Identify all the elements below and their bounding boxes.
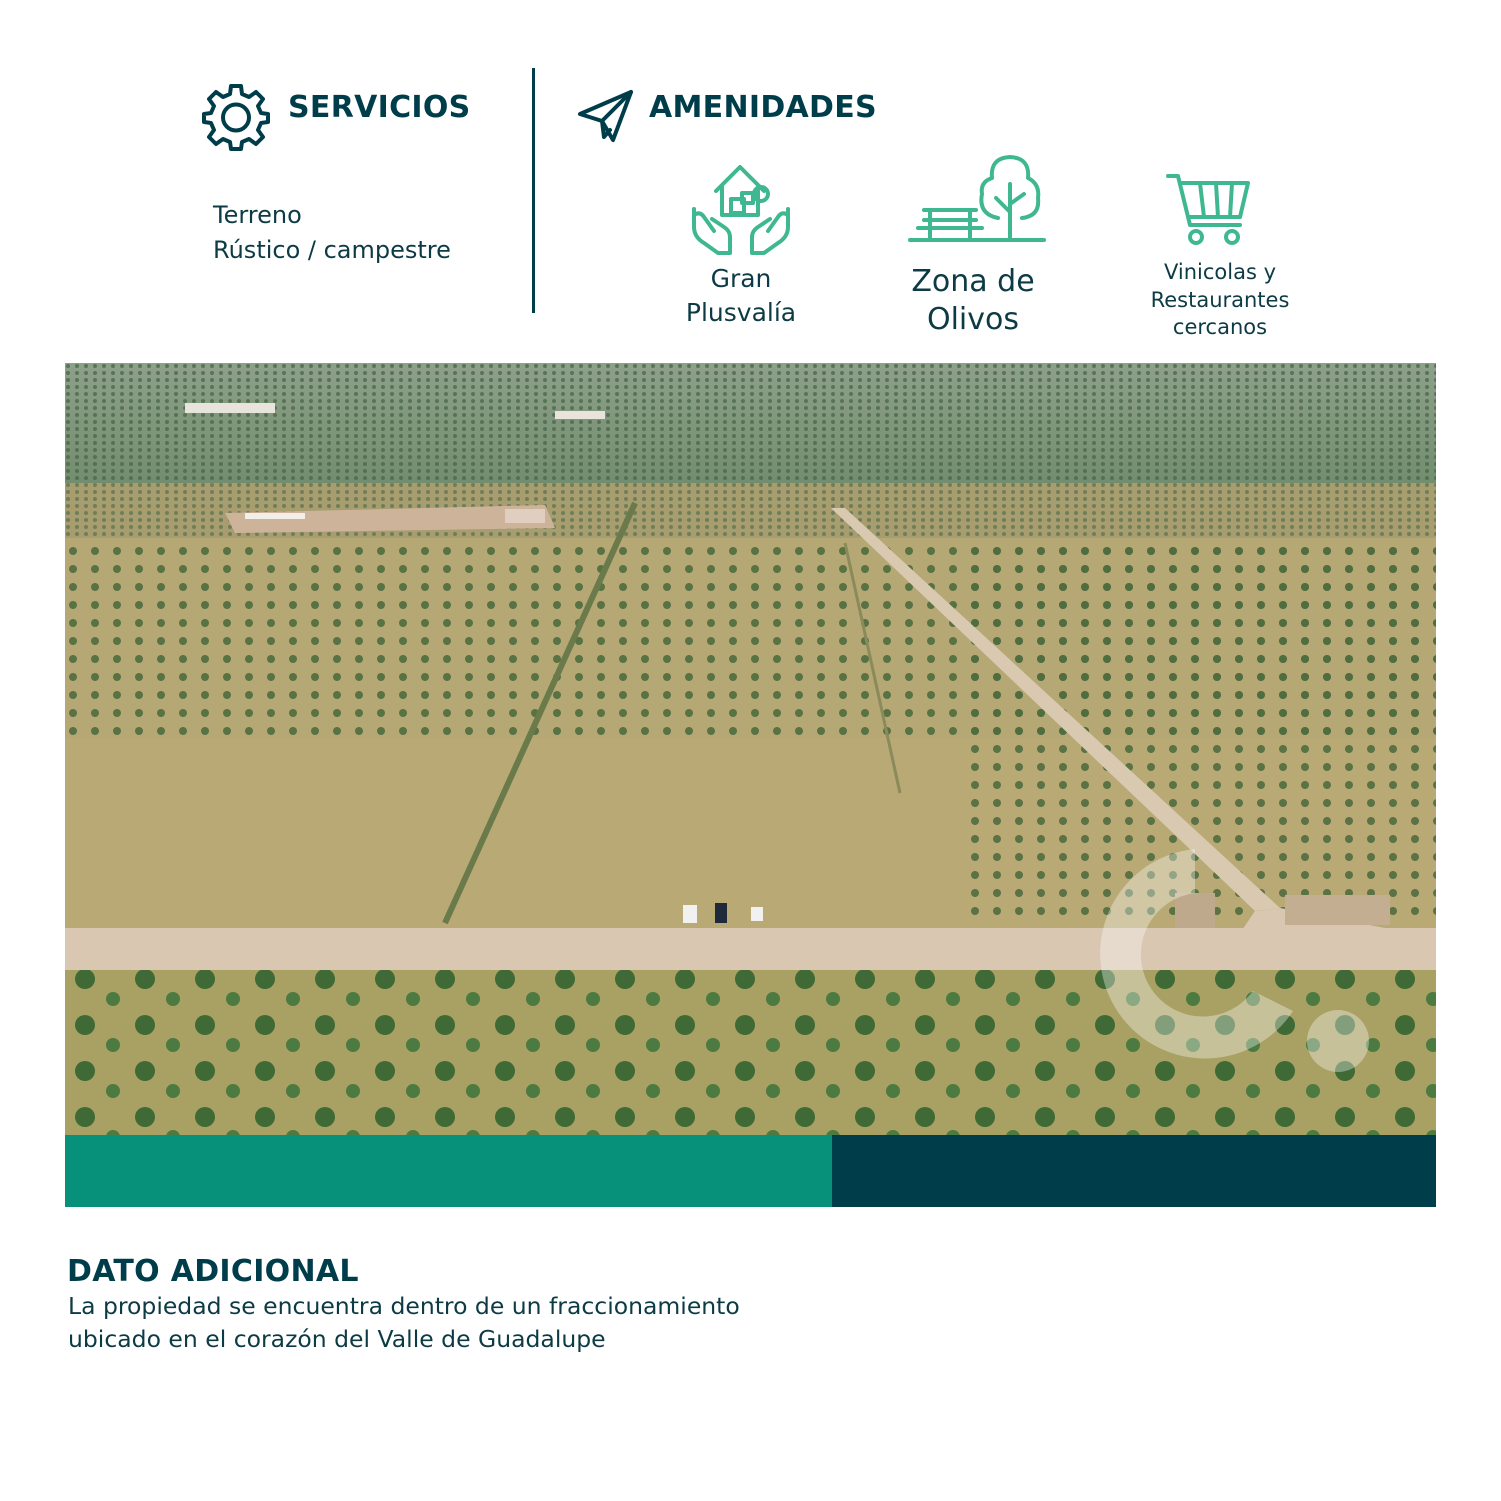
aerial-olive-grove-photo [65, 363, 1436, 1135]
shopping-cart-icon [1166, 173, 1252, 247]
house-in-hands-icon [690, 163, 792, 257]
paper-plane-icon [577, 88, 635, 144]
amenity-plusvalia-line-1: Gran [710, 264, 772, 293]
amenity-plusvalia-label [661, 262, 821, 330]
amenity-plusvalia-line-2: Plusvalía [685, 298, 797, 327]
amenity-vinicolas-line-1: Vinicolas y [1163, 260, 1277, 284]
amenity-vinicolas-line-3: cercanos [1172, 315, 1268, 339]
amenidades-title: AMENIDADES [649, 90, 877, 125]
amenity-vinicolas-label [1130, 259, 1310, 342]
accent-bar-dark [832, 1135, 1436, 1207]
section-divider [532, 68, 535, 313]
servicios-line-1: Terreno [213, 201, 302, 229]
amenity-olivos-label [893, 263, 1053, 339]
amenity-olivos-line-2: Olivos [926, 302, 1020, 337]
amenity-vinicolas-line-2: Restaurantes [1150, 287, 1290, 312]
dato-adicional-line-2: ubicado en el corazón del Valle de Guadalupe [68, 1325, 606, 1353]
gear-icon [201, 82, 271, 152]
dato-adicional-text [68, 1290, 868, 1356]
servicios-title: SERVICIOS [288, 90, 471, 125]
servicios-line-2: Rústico / campestre [213, 236, 451, 264]
park-bench-tree-icon [908, 154, 1048, 244]
dato-adicional-title: DATO ADICIONAL [67, 1254, 359, 1289]
dato-adicional-line-1: La propiedad se encuentra dentro de un fraccionamiento [68, 1292, 740, 1320]
accent-bar-green [65, 1135, 832, 1207]
amenity-olivos-line-1: Zona de [911, 264, 1035, 299]
